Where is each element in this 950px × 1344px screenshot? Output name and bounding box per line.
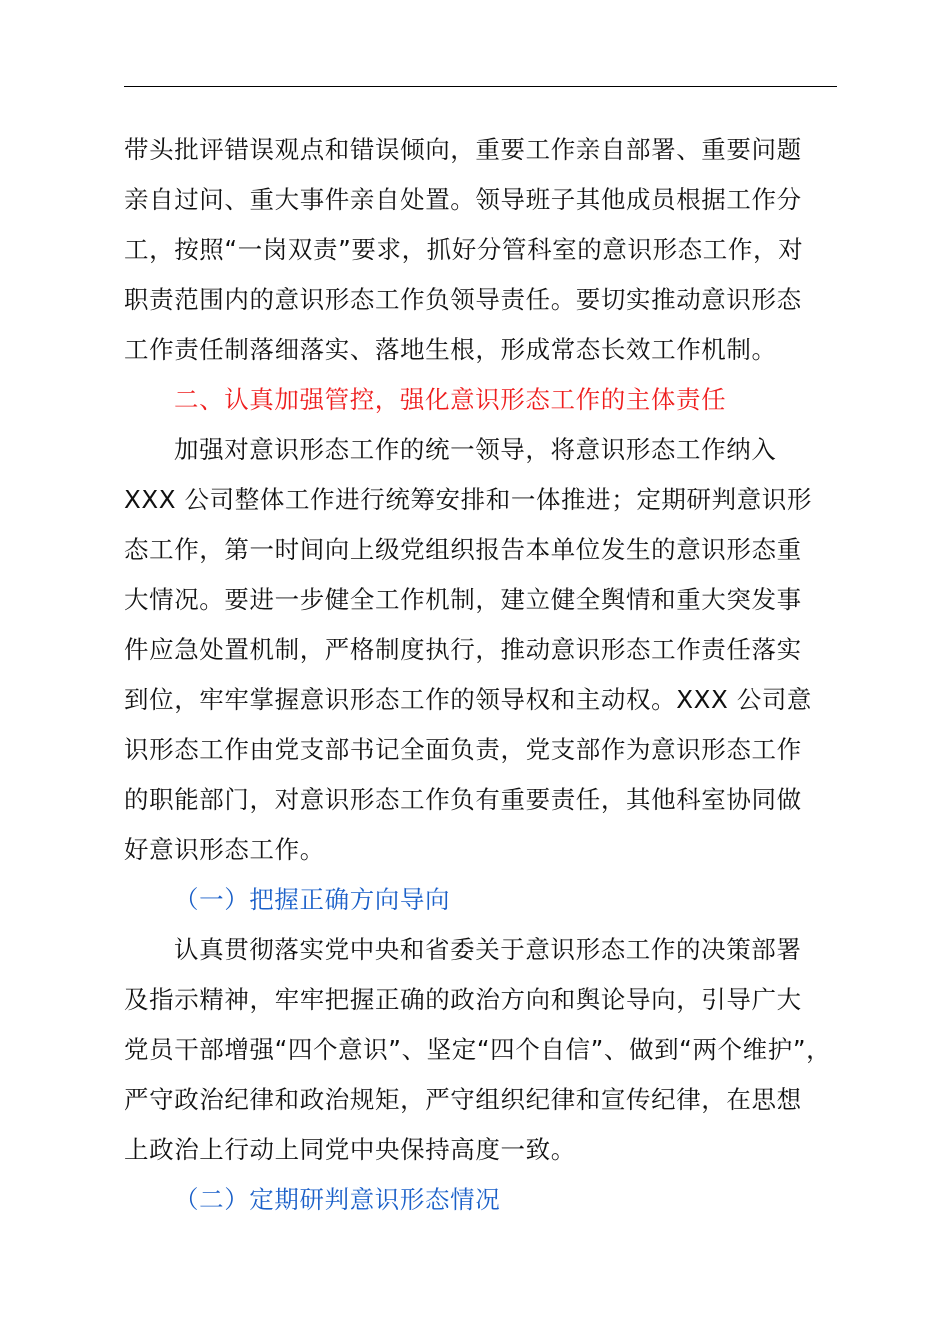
- paragraph-line: 亲自过问、重大事件亲自处置。领导班子其他成员根据工作分: [124, 185, 802, 214]
- paragraph-line: 态工作，第一时间向上级党组织报告本单位发生的意识形态重: [124, 535, 802, 564]
- paragraph-line: 党员干部增强“四个意识”、坚定“四个自信”、做到“两个维护”，: [124, 1035, 832, 1064]
- subsection-heading: （二）定期研判意识形态情况: [174, 1185, 501, 1214]
- paragraph-line: 上政治上行动上同党中央保持高度一致。: [124, 1135, 576, 1164]
- subsection-heading: （一）把握正确方向导向: [174, 885, 451, 914]
- paragraph-line: XXX 公司整体工作进行统筹安排和一体推进；定期研判意识形: [124, 485, 813, 514]
- paragraph-line: 认真贯彻落实党中央和省委关于意识形态工作的决策部署: [174, 935, 802, 964]
- paragraph-line: 识形态工作由党支部书记全面负责，党支部作为意识形态工作: [124, 735, 802, 764]
- paragraph-line: 工，按照“一岗双责”要求，抓好分管科室的意识形态工作，对: [124, 235, 804, 264]
- paragraph-line: 严守政治纪律和政治规矩，严守组织纪律和宣传纪律，在思想: [124, 1085, 802, 1114]
- paragraph-line: 工作责任制落细落实、落地生根，形成常态长效工作机制。: [124, 335, 777, 364]
- paragraph-line: 带头批评错误观点和错误倾向，重要工作亲自部署、重要问题: [124, 135, 802, 164]
- paragraph-line: 件应急处置机制，严格制度执行，推动意识形态工作责任落实: [124, 635, 802, 664]
- paragraph-line: 大情况。要进一步健全工作机制，建立健全舆情和重大突发事: [124, 585, 802, 614]
- paragraph-line: 加强对意识形态工作的统一领导，将意识形态工作纳入: [174, 435, 777, 464]
- document-body: [124, 125, 837, 1225]
- section-heading: 二、认真加强管控，强化意识形态工作的主体责任: [174, 385, 727, 414]
- paragraph-line: 好意识形态工作。: [124, 835, 325, 864]
- paragraph-line: 到位，牢牢掌握意识形态工作的领导权和主动权。XXX 公司意: [124, 685, 813, 714]
- paragraph-line: 及指示精神，牢牢把握正确的政治方向和舆论导向，引导广大: [124, 985, 802, 1014]
- header-rule: [124, 86, 837, 87]
- paragraph-line: 职责范围内的意识形态工作负领导责任。要切实推动意识形态: [124, 285, 802, 314]
- paragraph-line: 的职能部门，对意识形态工作负有重要责任，其他科室协同做: [124, 785, 802, 814]
